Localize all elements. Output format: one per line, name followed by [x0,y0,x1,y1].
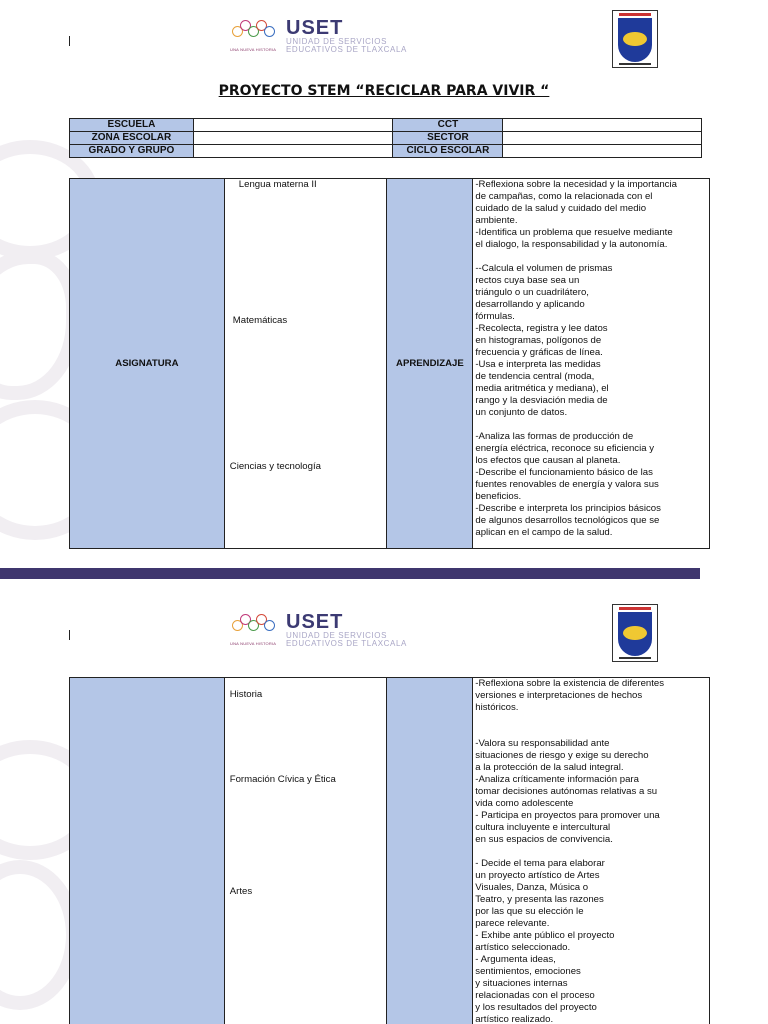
learning-historia: -Reflexiona sobre la existencia de diferentes versiones e interpretaciones de hechos históricos. [475,678,665,713]
subjects-cell [224,179,387,549]
cct-label: CCT [393,119,503,132]
subject-lengua: Lengua materna II [238,179,317,190]
document-page-2 [0,585,768,1024]
page-divider [0,568,700,579]
school-info-table [69,118,702,158]
subject-ciencias: Ciencias y tecnología [229,461,321,472]
logo-subtitle-2: EDUCATIVOS DE TLAXCALA [286,639,407,648]
subjects-table-1 [69,178,710,549]
zona-label: ZONA ESCOLAR [70,132,194,145]
logo-subtitle-1: UNIDAD DE SERVICIOS [286,631,388,640]
logo-word: USET [286,17,344,39]
flower-logo-icon [230,18,278,52]
uset-logo [230,18,407,54]
asignatura-cell-empty [70,678,225,1024]
flower-logo-icon [230,612,278,646]
escuela-label: ESCUELA [70,119,194,132]
asignatura-label: ASIGNATURA [70,179,225,549]
sector-label: SECTOR [393,132,503,145]
escuela-value [193,119,393,132]
logo-subtitle-2: EDUCATIVOS DE TLAXCALA [286,45,407,54]
grado-label: GRADO Y GRUPO [70,145,194,158]
page-title: PROYECTO STEM “RECICLAR PARA VIVIR “ [218,83,550,99]
logo-tagline: UNA NUEVA HISTORIA [230,47,277,52]
learning-artes: - Decide el tema para elaborar un proyecto artístico de Artes Visuales, Danza, Música o Teatro, y presenta las razones por las que su elección le parece relevante. - Exhibe ante público el proyecto artístico seleccionado. - Argumenta ideas, sentimientos, emociones y situaciones internas relacionadas con el proceso y los resultados del proyecto artístico realizado. [475,858,615,1024]
zona-value [193,132,393,145]
school-shield-icon [612,10,658,68]
ciclo-label: CICLO ESCOLAR [393,145,503,158]
aprendizaje-label: APRENDIZAJE [387,179,473,549]
cct-value [503,119,702,132]
text-cursor-mark [69,630,70,640]
logo-word: USET [286,611,344,633]
ciclo-value [503,145,702,158]
subjects-table-2 [69,677,710,1024]
grado-value [193,145,393,158]
logo-tagline: UNA NUEVA HISTORIA [230,641,277,646]
text-cursor-mark [69,36,70,46]
subjects-cell [224,678,387,1024]
learning-civica: -Valora su responsabilidad ante situaciones de riesgo y exige su derecho a la protección de la salud integral. -Analiza críticamente información para tomar decisiones autónomas relativas a su vida como adolescente - Participa en proyectos para promover una cultura incluyente e intercultural en sus espacios de convivencia. [475,738,660,845]
learnings-cell [473,179,710,549]
learnings-cell [473,678,710,1024]
learning-ciencias: -Analiza las formas de producción de energía eléctrica, reconoce su eficiencia y los efectos que causan al planeta. -Describe el funcionamiento básico de las fuentes renovables de energía y valora sus beneficios. -Describe e interpreta los principios básicos de algunos desarrollos tecnológicos que se aplican en el campo de la salud. [475,431,661,538]
subject-historia: Historia [229,689,263,700]
logo-subtitle-1: UNIDAD DE SERVICIOS [286,37,388,46]
subject-artes: Artes [229,886,253,897]
subject-civica: Formación Cívica y Ética [229,774,336,785]
learning-matematicas: --Calcula el volumen de prismas rectos cuya base sea un triángulo o un cuadrilátero, desarrollando y aplicando fórmulas. -Recolecta, registra y lee datos en histogramas, polígonos de frecuencia y gráficas de línea. -Usa e interpreta las medidas de tendencia central (moda, media aritmética y mediana), el rango y la desviación media de un conjunto de datos. [475,263,613,418]
aprendizaje-cell-empty [387,678,473,1024]
subject-matematicas: Matemáticas [232,315,288,326]
uset-logo [230,612,407,648]
school-shield-icon [612,604,658,662]
learning-lengua: -Reflexiona sobre la necesidad y la importancia de campañas, como la relacionada con el cuidado de la salud y cuidado del medio ambiente. -Identifica un problema que resuelve mediante el dialogo, la responsabilidad y la autonomía. [475,179,677,250]
sector-value [503,132,702,145]
